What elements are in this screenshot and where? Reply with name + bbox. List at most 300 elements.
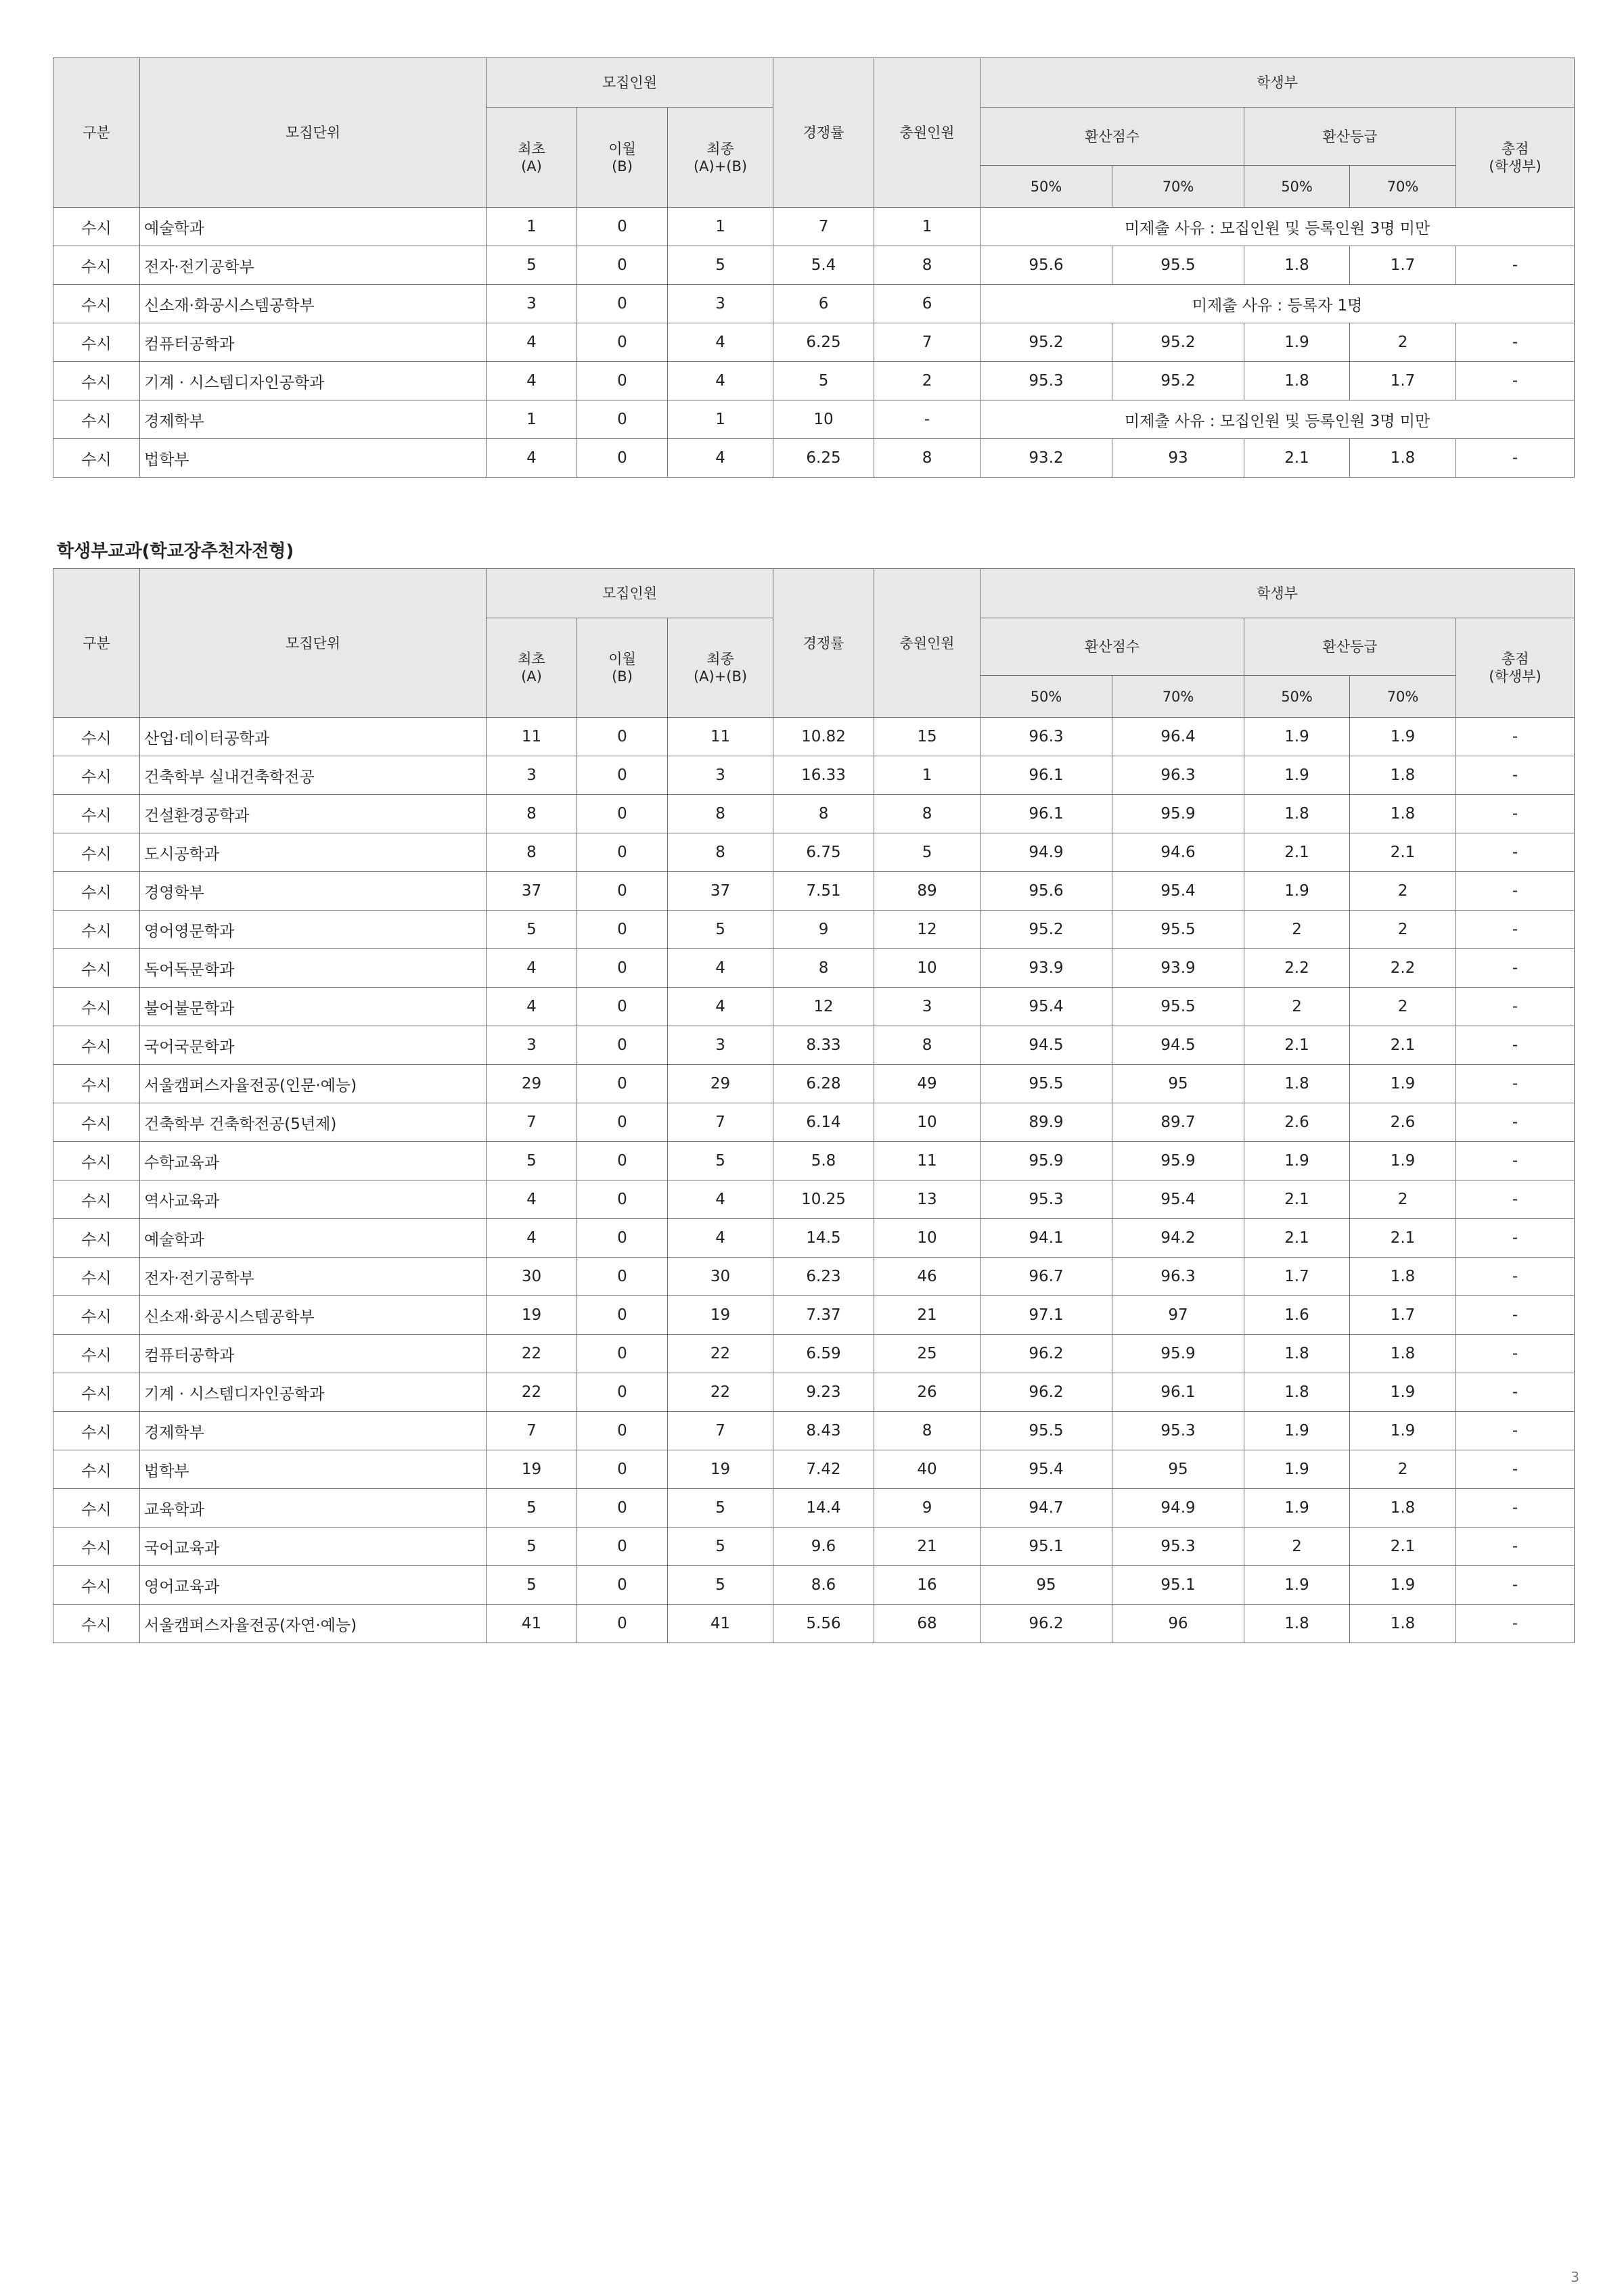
cell-competition: 14.4 (773, 1489, 874, 1528)
cell-grade-50: 2.1 (1244, 833, 1350, 872)
header-carryover: 이월 (B) (577, 618, 668, 718)
cell-total: - (1456, 1489, 1575, 1528)
cell-score-50: 96.1 (980, 795, 1112, 833)
cell-additional: 11 (874, 1142, 980, 1180)
cell-carryover: 0 (577, 1219, 668, 1258)
cell-unit: 국어국문학과 (140, 1026, 487, 1065)
cell-final: 5 (668, 1528, 773, 1566)
cell-category: 수시 (53, 949, 140, 988)
cell-carryover: 0 (577, 1450, 668, 1489)
cell-competition: 14.5 (773, 1219, 874, 1258)
cell-additional: 46 (874, 1258, 980, 1296)
cell-carryover: 0 (577, 1026, 668, 1065)
cell-additional: 21 (874, 1528, 980, 1566)
cell-score-70: 95 (1112, 1065, 1244, 1103)
cell-score-70: 95.1 (1112, 1566, 1244, 1605)
cell-final: 8 (668, 795, 773, 833)
cell-final: 5 (668, 246, 773, 285)
cell-competition: 12 (773, 988, 874, 1026)
cell-final: 19 (668, 1450, 773, 1489)
cell-carryover: 0 (577, 1605, 668, 1643)
cell-unit: 국어교육과 (140, 1528, 487, 1566)
cell-not-submitted-note: 미제출 사유 : 모집인원 및 등록인원 3명 미만 (980, 208, 1575, 246)
cell-category: 수시 (53, 208, 140, 246)
cell-unit: 신소재·화공시스템공학부 (140, 1296, 487, 1335)
cell-final: 4 (668, 988, 773, 1026)
cell-grade-70: 1.7 (1350, 1296, 1456, 1335)
admission-table-1 (53, 58, 1575, 478)
cell-competition: 10 (773, 400, 874, 439)
cell-grade-50: 2 (1244, 988, 1350, 1026)
cell-total: - (1456, 362, 1575, 400)
cell-additional: 10 (874, 1103, 980, 1142)
cell-score-50: 95 (980, 1566, 1112, 1605)
cell-grade-70: 1.9 (1350, 1412, 1456, 1450)
cell-initial: 7 (487, 1103, 577, 1142)
cell-initial: 19 (487, 1450, 577, 1489)
cell-additional: 1 (874, 208, 980, 246)
cell-unit: 서울캠퍼스자율전공(인문·예능) (140, 1065, 487, 1103)
cell-grade-70: 1.9 (1350, 718, 1456, 756)
cell-unit: 산업·데이터공학과 (140, 718, 487, 756)
cell-competition: 6.28 (773, 1065, 874, 1103)
cell-grade-50: 1.9 (1244, 323, 1350, 362)
cell-score-70: 95 (1112, 1450, 1244, 1489)
cell-score-50: 95.3 (980, 1180, 1112, 1219)
table-row (53, 1566, 1575, 1605)
cell-grade-50: 2.1 (1244, 1026, 1350, 1065)
cell-final: 5 (668, 1142, 773, 1180)
cell-score-50: 95.2 (980, 323, 1112, 362)
cell-carryover: 0 (577, 1142, 668, 1180)
table-header (53, 569, 1575, 718)
table-row (53, 1605, 1575, 1643)
cell-unit: 수학교육과 (140, 1142, 487, 1180)
cell-initial: 5 (487, 911, 577, 949)
cell-carryover: 0 (577, 285, 668, 323)
cell-category: 수시 (53, 400, 140, 439)
cell-carryover: 0 (577, 208, 668, 246)
cell-additional: 13 (874, 1180, 980, 1219)
header-recruit: 모집인원 (487, 569, 773, 618)
cell-carryover: 0 (577, 1258, 668, 1296)
cell-grade-50: 1.8 (1244, 1065, 1350, 1103)
cell-grade-50: 2.1 (1244, 1180, 1350, 1219)
cell-competition: 6.75 (773, 833, 874, 872)
cell-total: - (1456, 323, 1575, 362)
cell-total: - (1456, 1335, 1575, 1373)
cell-unit: 서울캠퍼스자율전공(자연·예능) (140, 1605, 487, 1643)
cell-score-50: 95.2 (980, 911, 1112, 949)
cell-grade-50: 1.8 (1244, 1335, 1350, 1373)
cell-competition: 7.42 (773, 1450, 874, 1489)
cell-carryover: 0 (577, 1566, 668, 1605)
cell-score-70: 95.9 (1112, 1142, 1244, 1180)
cell-grade-50: 1.9 (1244, 1489, 1350, 1528)
cell-score-50: 95.5 (980, 1412, 1112, 1450)
cell-unit: 경영학부 (140, 872, 487, 911)
cell-competition: 9.23 (773, 1373, 874, 1412)
cell-initial: 1 (487, 400, 577, 439)
cell-grade-50: 1.8 (1244, 1605, 1350, 1643)
table-row (53, 718, 1575, 756)
cell-additional: 49 (874, 1065, 980, 1103)
cell-grade-50: 2.2 (1244, 949, 1350, 988)
cell-score-50: 96.2 (980, 1605, 1112, 1643)
table-row (53, 795, 1575, 833)
cell-score-50: 94.5 (980, 1026, 1112, 1065)
cell-unit: 교육학과 (140, 1489, 487, 1528)
cell-initial: 5 (487, 1489, 577, 1528)
cell-carryover: 0 (577, 246, 668, 285)
cell-score-70: 95.5 (1112, 911, 1244, 949)
cell-final: 4 (668, 362, 773, 400)
cell-score-50: 95.6 (980, 246, 1112, 285)
cell-unit: 독어독문학과 (140, 949, 487, 988)
cell-carryover: 0 (577, 795, 668, 833)
cell-grade-70: 2 (1350, 872, 1456, 911)
cell-score-70: 95.2 (1112, 323, 1244, 362)
cell-total: - (1456, 872, 1575, 911)
cell-carryover: 0 (577, 1528, 668, 1566)
cell-unit: 컴퓨터공학과 (140, 323, 487, 362)
header-total: 총점 (학생부) (1456, 108, 1575, 208)
cell-additional: 10 (874, 949, 980, 988)
cell-total: - (1456, 1026, 1575, 1065)
cell-category: 수시 (53, 1065, 140, 1103)
cell-additional: 16 (874, 1566, 980, 1605)
cell-total: - (1456, 246, 1575, 285)
cell-grade-50: 1.9 (1244, 1412, 1350, 1450)
cell-final: 4 (668, 1219, 773, 1258)
cell-score-70: 96 (1112, 1605, 1244, 1643)
cell-competition: 5.8 (773, 1142, 874, 1180)
cell-initial: 1 (487, 208, 577, 246)
cell-competition: 5.4 (773, 246, 874, 285)
cell-carryover: 0 (577, 756, 668, 795)
cell-competition: 7.51 (773, 872, 874, 911)
table-row (53, 756, 1575, 795)
cell-initial: 4 (487, 362, 577, 400)
cell-additional: 8 (874, 1412, 980, 1450)
cell-category: 수시 (53, 1412, 140, 1450)
cell-score-70: 95.5 (1112, 246, 1244, 285)
cell-carryover: 0 (577, 1335, 668, 1373)
table-row (53, 1180, 1575, 1219)
cell-unit: 법학부 (140, 1450, 487, 1489)
cell-carryover: 0 (577, 1489, 668, 1528)
cell-additional: 12 (874, 911, 980, 949)
table-row (53, 1258, 1575, 1296)
cell-carryover: 0 (577, 1103, 668, 1142)
cell-final: 29 (668, 1065, 773, 1103)
cell-carryover: 0 (577, 400, 668, 439)
cell-unit: 영어영문학과 (140, 911, 487, 949)
cell-score-50: 95.1 (980, 1528, 1112, 1566)
cell-competition: 8.43 (773, 1412, 874, 1450)
table-row (53, 988, 1575, 1026)
cell-score-70: 93 (1112, 439, 1244, 478)
header-competition: 경쟁률 (773, 569, 874, 718)
cell-carryover: 0 (577, 1296, 668, 1335)
cell-grade-70: 1.9 (1350, 1373, 1456, 1412)
cell-final: 22 (668, 1373, 773, 1412)
cell-grade-50: 1.9 (1244, 1450, 1350, 1489)
cell-initial: 5 (487, 1566, 577, 1605)
cell-final: 3 (668, 756, 773, 795)
cell-grade-70: 2.1 (1350, 1026, 1456, 1065)
cell-additional: 5 (874, 833, 980, 872)
cell-total: - (1456, 1412, 1575, 1450)
cell-unit: 건축학부 건축학전공(5년제) (140, 1103, 487, 1142)
cell-additional: 21 (874, 1296, 980, 1335)
cell-not-submitted-note: 미제출 사유 : 모집인원 및 등록인원 3명 미만 (980, 400, 1575, 439)
cell-initial: 5 (487, 246, 577, 285)
cell-final: 19 (668, 1296, 773, 1335)
cell-category: 수시 (53, 1373, 140, 1412)
cell-score-70: 95.2 (1112, 362, 1244, 400)
cell-total: - (1456, 1258, 1575, 1296)
header-final: 최종 (A)+(B) (668, 618, 773, 718)
cell-total: - (1456, 1103, 1575, 1142)
cell-score-70: 97 (1112, 1296, 1244, 1335)
cell-total: - (1456, 1528, 1575, 1566)
cell-initial: 4 (487, 949, 577, 988)
table-row (53, 1412, 1575, 1450)
header-score-70: 70% (1112, 166, 1244, 208)
cell-score-50: 93.2 (980, 439, 1112, 478)
table-row (53, 1450, 1575, 1489)
cell-category: 수시 (53, 1180, 140, 1219)
cell-category: 수시 (53, 1489, 140, 1528)
cell-score-70: 94.6 (1112, 833, 1244, 872)
cell-score-70: 95.4 (1112, 872, 1244, 911)
cell-score-70: 95.4 (1112, 1180, 1244, 1219)
cell-category: 수시 (53, 1605, 140, 1643)
cell-score-70: 95.9 (1112, 1335, 1244, 1373)
cell-carryover: 0 (577, 1180, 668, 1219)
cell-category: 수시 (53, 1296, 140, 1335)
table-row (53, 439, 1575, 478)
section-title: 학생부교과(학교장추천자전형) (57, 541, 294, 561)
cell-grade-70: 2.1 (1350, 1219, 1456, 1258)
table-row (53, 1219, 1575, 1258)
cell-total: - (1456, 1296, 1575, 1335)
cell-grade-70: 2.1 (1350, 833, 1456, 872)
header-converted-grade: 환산등급 (1244, 108, 1456, 166)
header-unit: 모집단위 (140, 58, 487, 208)
cell-grade-70: 2 (1350, 323, 1456, 362)
cell-additional: 8 (874, 439, 980, 478)
table-row (53, 400, 1575, 439)
cell-additional: 89 (874, 872, 980, 911)
cell-final: 41 (668, 1605, 773, 1643)
header-grade-50: 50% (1244, 676, 1350, 718)
cell-category: 수시 (53, 1219, 140, 1258)
cell-category: 수시 (53, 285, 140, 323)
cell-score-70: 96.4 (1112, 718, 1244, 756)
cell-score-70: 96.1 (1112, 1373, 1244, 1412)
cell-category: 수시 (53, 1450, 140, 1489)
cell-grade-70: 1.8 (1350, 795, 1456, 833)
cell-grade-50: 1.6 (1244, 1296, 1350, 1335)
cell-unit: 기계 · 시스템디자인공학과 (140, 362, 487, 400)
cell-grade-50: 1.9 (1244, 718, 1350, 756)
cell-carryover: 0 (577, 1412, 668, 1450)
cell-final: 5 (668, 1489, 773, 1528)
cell-grade-50: 1.9 (1244, 872, 1350, 911)
cell-initial: 7 (487, 1412, 577, 1450)
cell-final: 5 (668, 911, 773, 949)
cell-unit: 컴퓨터공학과 (140, 1335, 487, 1373)
cell-carryover: 0 (577, 439, 668, 478)
cell-score-70: 93.9 (1112, 949, 1244, 988)
cell-category: 수시 (53, 1258, 140, 1296)
cell-initial: 5 (487, 1142, 577, 1180)
cell-total: - (1456, 756, 1575, 795)
cell-total: - (1456, 718, 1575, 756)
cell-final: 5 (668, 1566, 773, 1605)
header-record: 학생부 (980, 569, 1575, 618)
cell-grade-70: 1.9 (1350, 1142, 1456, 1180)
cell-grade-70: 2 (1350, 988, 1456, 1026)
cell-carryover: 0 (577, 1373, 668, 1412)
cell-additional: 1 (874, 756, 980, 795)
cell-carryover: 0 (577, 911, 668, 949)
cell-total: - (1456, 1450, 1575, 1489)
cell-competition: 7.37 (773, 1296, 874, 1335)
cell-final: 3 (668, 1026, 773, 1065)
cell-unit: 불어불문학과 (140, 988, 487, 1026)
cell-additional: 9 (874, 1489, 980, 1528)
cell-category: 수시 (53, 323, 140, 362)
cell-category: 수시 (53, 1142, 140, 1180)
cell-grade-70: 2.2 (1350, 949, 1456, 988)
admission-table-2 (53, 568, 1575, 1643)
cell-score-70: 95.5 (1112, 988, 1244, 1026)
cell-additional: 25 (874, 1335, 980, 1373)
cell-unit: 예술학과 (140, 208, 487, 246)
cell-initial: 8 (487, 795, 577, 833)
cell-competition: 8.33 (773, 1026, 874, 1065)
cell-category: 수시 (53, 1335, 140, 1373)
cell-initial: 22 (487, 1373, 577, 1412)
table-body (53, 208, 1575, 478)
cell-final: 4 (668, 949, 773, 988)
header-additional: 충원인원 (874, 569, 980, 718)
cell-final: 37 (668, 872, 773, 911)
table-row (53, 1142, 1575, 1180)
cell-initial: 41 (487, 1605, 577, 1643)
cell-score-70: 95.3 (1112, 1412, 1244, 1450)
cell-carryover: 0 (577, 718, 668, 756)
table-row (53, 1026, 1575, 1065)
cell-final: 7 (668, 1412, 773, 1450)
cell-grade-50: 2 (1244, 1528, 1350, 1566)
cell-category: 수시 (53, 439, 140, 478)
page-number: 3 (1571, 2269, 1579, 2285)
cell-total: - (1456, 1065, 1575, 1103)
cell-initial: 4 (487, 439, 577, 478)
cell-score-50: 93.9 (980, 949, 1112, 988)
cell-score-50: 95.4 (980, 1450, 1112, 1489)
cell-final: 8 (668, 833, 773, 872)
cell-grade-50: 2.6 (1244, 1103, 1350, 1142)
header-recruit: 모집인원 (487, 58, 773, 108)
cell-competition: 6.14 (773, 1103, 874, 1142)
cell-carryover: 0 (577, 323, 668, 362)
cell-grade-70: 1.8 (1350, 756, 1456, 795)
cell-final: 1 (668, 208, 773, 246)
cell-grade-50: 1.9 (1244, 1566, 1350, 1605)
cell-carryover: 0 (577, 1065, 668, 1103)
cell-competition: 10.82 (773, 718, 874, 756)
table-row (53, 833, 1575, 872)
cell-grade-70: 2.6 (1350, 1103, 1456, 1142)
cell-grade-50: 1.8 (1244, 1373, 1350, 1412)
cell-score-50: 89.9 (980, 1103, 1112, 1142)
cell-initial: 4 (487, 323, 577, 362)
cell-initial: 19 (487, 1296, 577, 1335)
cell-grade-70: 1.9 (1350, 1065, 1456, 1103)
header-category: 구분 (53, 58, 140, 208)
cell-grade-50: 1.8 (1244, 246, 1350, 285)
cell-total: - (1456, 1373, 1575, 1412)
cell-carryover: 0 (577, 362, 668, 400)
cell-score-50: 94.9 (980, 833, 1112, 872)
cell-unit: 도시공학과 (140, 833, 487, 872)
cell-score-50: 95.3 (980, 362, 1112, 400)
cell-competition: 6 (773, 285, 874, 323)
cell-grade-50: 1.9 (1244, 756, 1350, 795)
cell-total: - (1456, 1180, 1575, 1219)
cell-score-50: 95.5 (980, 1065, 1112, 1103)
header-final: 최종 (A)+(B) (668, 108, 773, 208)
cell-score-50: 96.7 (980, 1258, 1112, 1296)
cell-additional: 40 (874, 1450, 980, 1489)
cell-unit: 전자·전기공학부 (140, 1258, 487, 1296)
cell-grade-50: 1.9 (1244, 1142, 1350, 1180)
table-row (53, 1373, 1575, 1412)
table-row (53, 1103, 1575, 1142)
cell-grade-50: 2.1 (1244, 439, 1350, 478)
cell-score-50: 95.9 (980, 1142, 1112, 1180)
header-score-50: 50% (980, 166, 1112, 208)
cell-category: 수시 (53, 795, 140, 833)
cell-carryover: 0 (577, 872, 668, 911)
cell-additional: 3 (874, 988, 980, 1026)
table-row (53, 911, 1575, 949)
cell-grade-70: 1.8 (1350, 1335, 1456, 1373)
cell-competition: 8.6 (773, 1566, 874, 1605)
cell-score-70: 96.3 (1112, 1258, 1244, 1296)
cell-final: 3 (668, 285, 773, 323)
cell-grade-70: 1.8 (1350, 439, 1456, 478)
table-row (53, 246, 1575, 285)
cell-competition: 9 (773, 911, 874, 949)
header-converted-grade: 환산등급 (1244, 618, 1456, 676)
table-row (53, 285, 1575, 323)
header-converted-score: 환산점수 (980, 108, 1244, 166)
cell-category: 수시 (53, 1103, 140, 1142)
header-total: 총점 (학생부) (1456, 618, 1575, 718)
cell-category: 수시 (53, 362, 140, 400)
cell-total: - (1456, 988, 1575, 1026)
header-grade-70: 70% (1350, 676, 1456, 718)
cell-not-submitted-note: 미제출 사유 : 등록자 1명 (980, 285, 1575, 323)
cell-initial: 30 (487, 1258, 577, 1296)
cell-competition: 8 (773, 795, 874, 833)
